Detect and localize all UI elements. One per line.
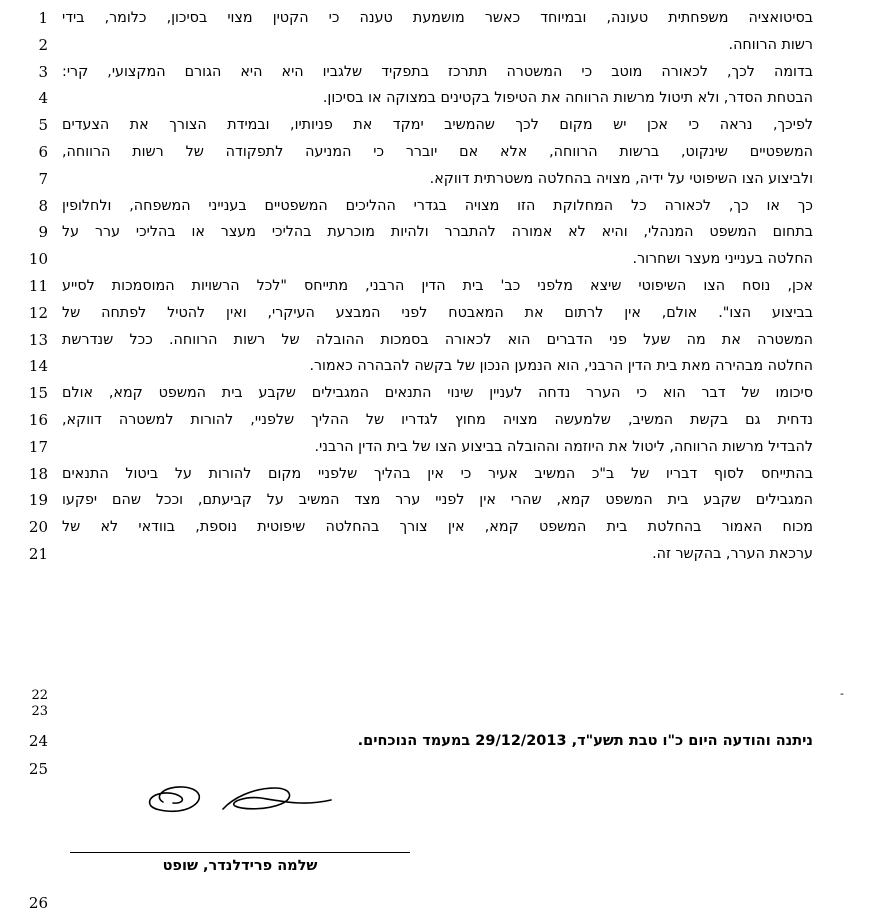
line-number: 20 [28,518,48,537]
line-number: 2 [38,35,48,54]
text-line [0,353,875,379]
text-line [0,246,875,272]
dash-mark: - [840,687,844,700]
line-text: המשטרה את מה שעל פני הדברים הוא לכאורה בסמכות ההובלה של רשות הרווחה. ככל שנדרשת [62,331,813,348]
line-text: בדומה לכך, לכאורה מוטב כי המשטרה תתרכז בתפקיד שלגביו היא היא הגורם המקצועי, קרי: [62,63,813,80]
line-number: 24 [28,732,48,750]
line-number: 7 [38,169,48,188]
line-number: 13 [28,330,48,349]
line-number: 16 [28,411,48,429]
judge-signature-name: שלמה פרידלנדר, שופט [162,858,318,874]
line-text: אכן, נוסח הצו השיפוטי שיצא מלפני כב' בית הדין הרבני, מתייחס "לכל הרשויות המוסמכות לסייע [62,278,813,294]
line-number: 12 [28,303,48,322]
text-line [0,5,875,31]
text-line [0,219,875,245]
line-number: 6 [38,143,48,161]
line-number: 10 [28,250,48,269]
line-26 [0,890,875,916]
line-text: לפיכך, נראה כי אכן יש מקום לכך שהמשיב ימקד את פניותיו, ובמידת הצורך את הצעדים [62,117,813,134]
text-line [0,461,875,487]
line-text: ולביצוע הצו השיפוטי על ידיה, מצויה בהחלטה משטרתית דווקא. [429,170,813,187]
text-line [0,541,875,567]
line-text: החלטה מבהירה מאת בית הדין הרבני, הוא הנמען הנכון של בקשה להבהרה כאמור. [309,358,813,375]
line-number: 23 [31,704,48,719]
line-number: 25 [28,760,48,778]
text-line [0,273,875,299]
line-text: נדחית גם בקשת המשיב, שלמעשה מצויה מחוץ לגדריו של ההליך שלפניי, להורות למשטרה דווקא, [62,412,813,428]
text-line [0,139,875,165]
line-text: סיכומו של דבר הוא כי הערר נדחה לעניין שינוי התנאים המגבילים שקבע בית המשפט קמא, אולם [62,385,813,402]
line-text: בסיטואציה משפחתית טעונה, ובמיוחד כאשר מושמעת טענה כי הקטין מצוי בסיכון, כלומר, בידי [62,10,813,26]
line-text: המגבילים שקבע בית המשפט קמא, שהרי אין לפניי ערר מצד המשיב על קביעתם, וככל שהם יפקעו [62,492,813,509]
line-number: 15 [28,384,48,403]
line-25 [0,756,875,782]
line-text: הבטחת הסדר, ולא תיטול מרשות הרווחה את הטיפול בקטינים במצוקה או בסיכון. [322,90,813,107]
line-text: בהתייחס לסוף דבריו של ב"כ המשיב אעיר כי אין בהליך שלפניי מקום להורות על ביטול התנאים [62,465,813,482]
line-number: 18 [28,464,48,483]
line-number: 9 [38,223,48,242]
line-number: 21 [28,545,48,563]
line-23 [0,700,875,726]
line-number: 3 [38,62,48,81]
text-line [0,112,875,138]
line-number: 11 [28,277,48,295]
line-number: 4 [38,89,48,108]
line-text: החלטה בענייני מעצר ושחרור. [632,251,813,268]
line-text: ערכאת הערר, בהקשר זה. [652,546,813,562]
text-line [0,166,875,192]
text-line [0,407,875,433]
text-line [0,514,875,540]
line-number: 22 [31,688,48,703]
text-line [0,32,875,58]
line-text: כך או כך, לכאורה כל המחלוקת הזו מצויה בגדרי ההליכים המשפטיים בענייני המשפחה, ולחלופין [62,197,813,214]
line-number: 5 [38,116,48,135]
line-number: 8 [38,196,48,215]
line-text: להבדיל מרשות הרווחה, ליטול את היוזמה וההובלה בביצוע הצו של בית הדין הרבני. [314,438,813,455]
text-line [0,59,875,85]
line-number: 17 [28,437,48,456]
text-line [0,85,875,111]
given-statement: ניתנה והודעה היום כ"ו טבת תשע"ד, 29/12/2013 במעמד הנוכחים. [357,733,813,749]
handwritten-signature [135,776,345,826]
text-line [0,193,875,219]
line-text: המשפטיים שינקוט, ברשות הרווחה, אלא אם יוברר כי המניעה לתפקודה של רשות הרווחה, [62,144,813,160]
text-line [0,434,875,460]
text-line [0,380,875,406]
line-number: 1 [38,9,48,27]
line-text: רשות הרווחה. [728,36,813,53]
line-24 [0,728,875,754]
line-text: מכוח האמור בהחלטת בית המשפט קמא, אין צורך בהחלטה שיפוטית נוספת, בוודאי לא של [62,519,813,536]
line-number: 26 [28,894,48,912]
text-line [0,300,875,326]
line-text: בביצוע הצו". אולם, אין לרתום את המאבטח לפני המבצע העיקרי, ואין להטיל לפתחה של [62,304,813,321]
line-text: בתחום המשפט המנהלי, והיא לא אמורה להתברר ולהיות מוכרעת בהליכי מעצר או בהליכי ערר על [62,224,813,241]
line-number: 19 [28,491,48,510]
line-number: 14 [28,357,48,376]
text-line [0,487,875,513]
text-line [0,327,875,353]
signature-line [70,852,410,853]
